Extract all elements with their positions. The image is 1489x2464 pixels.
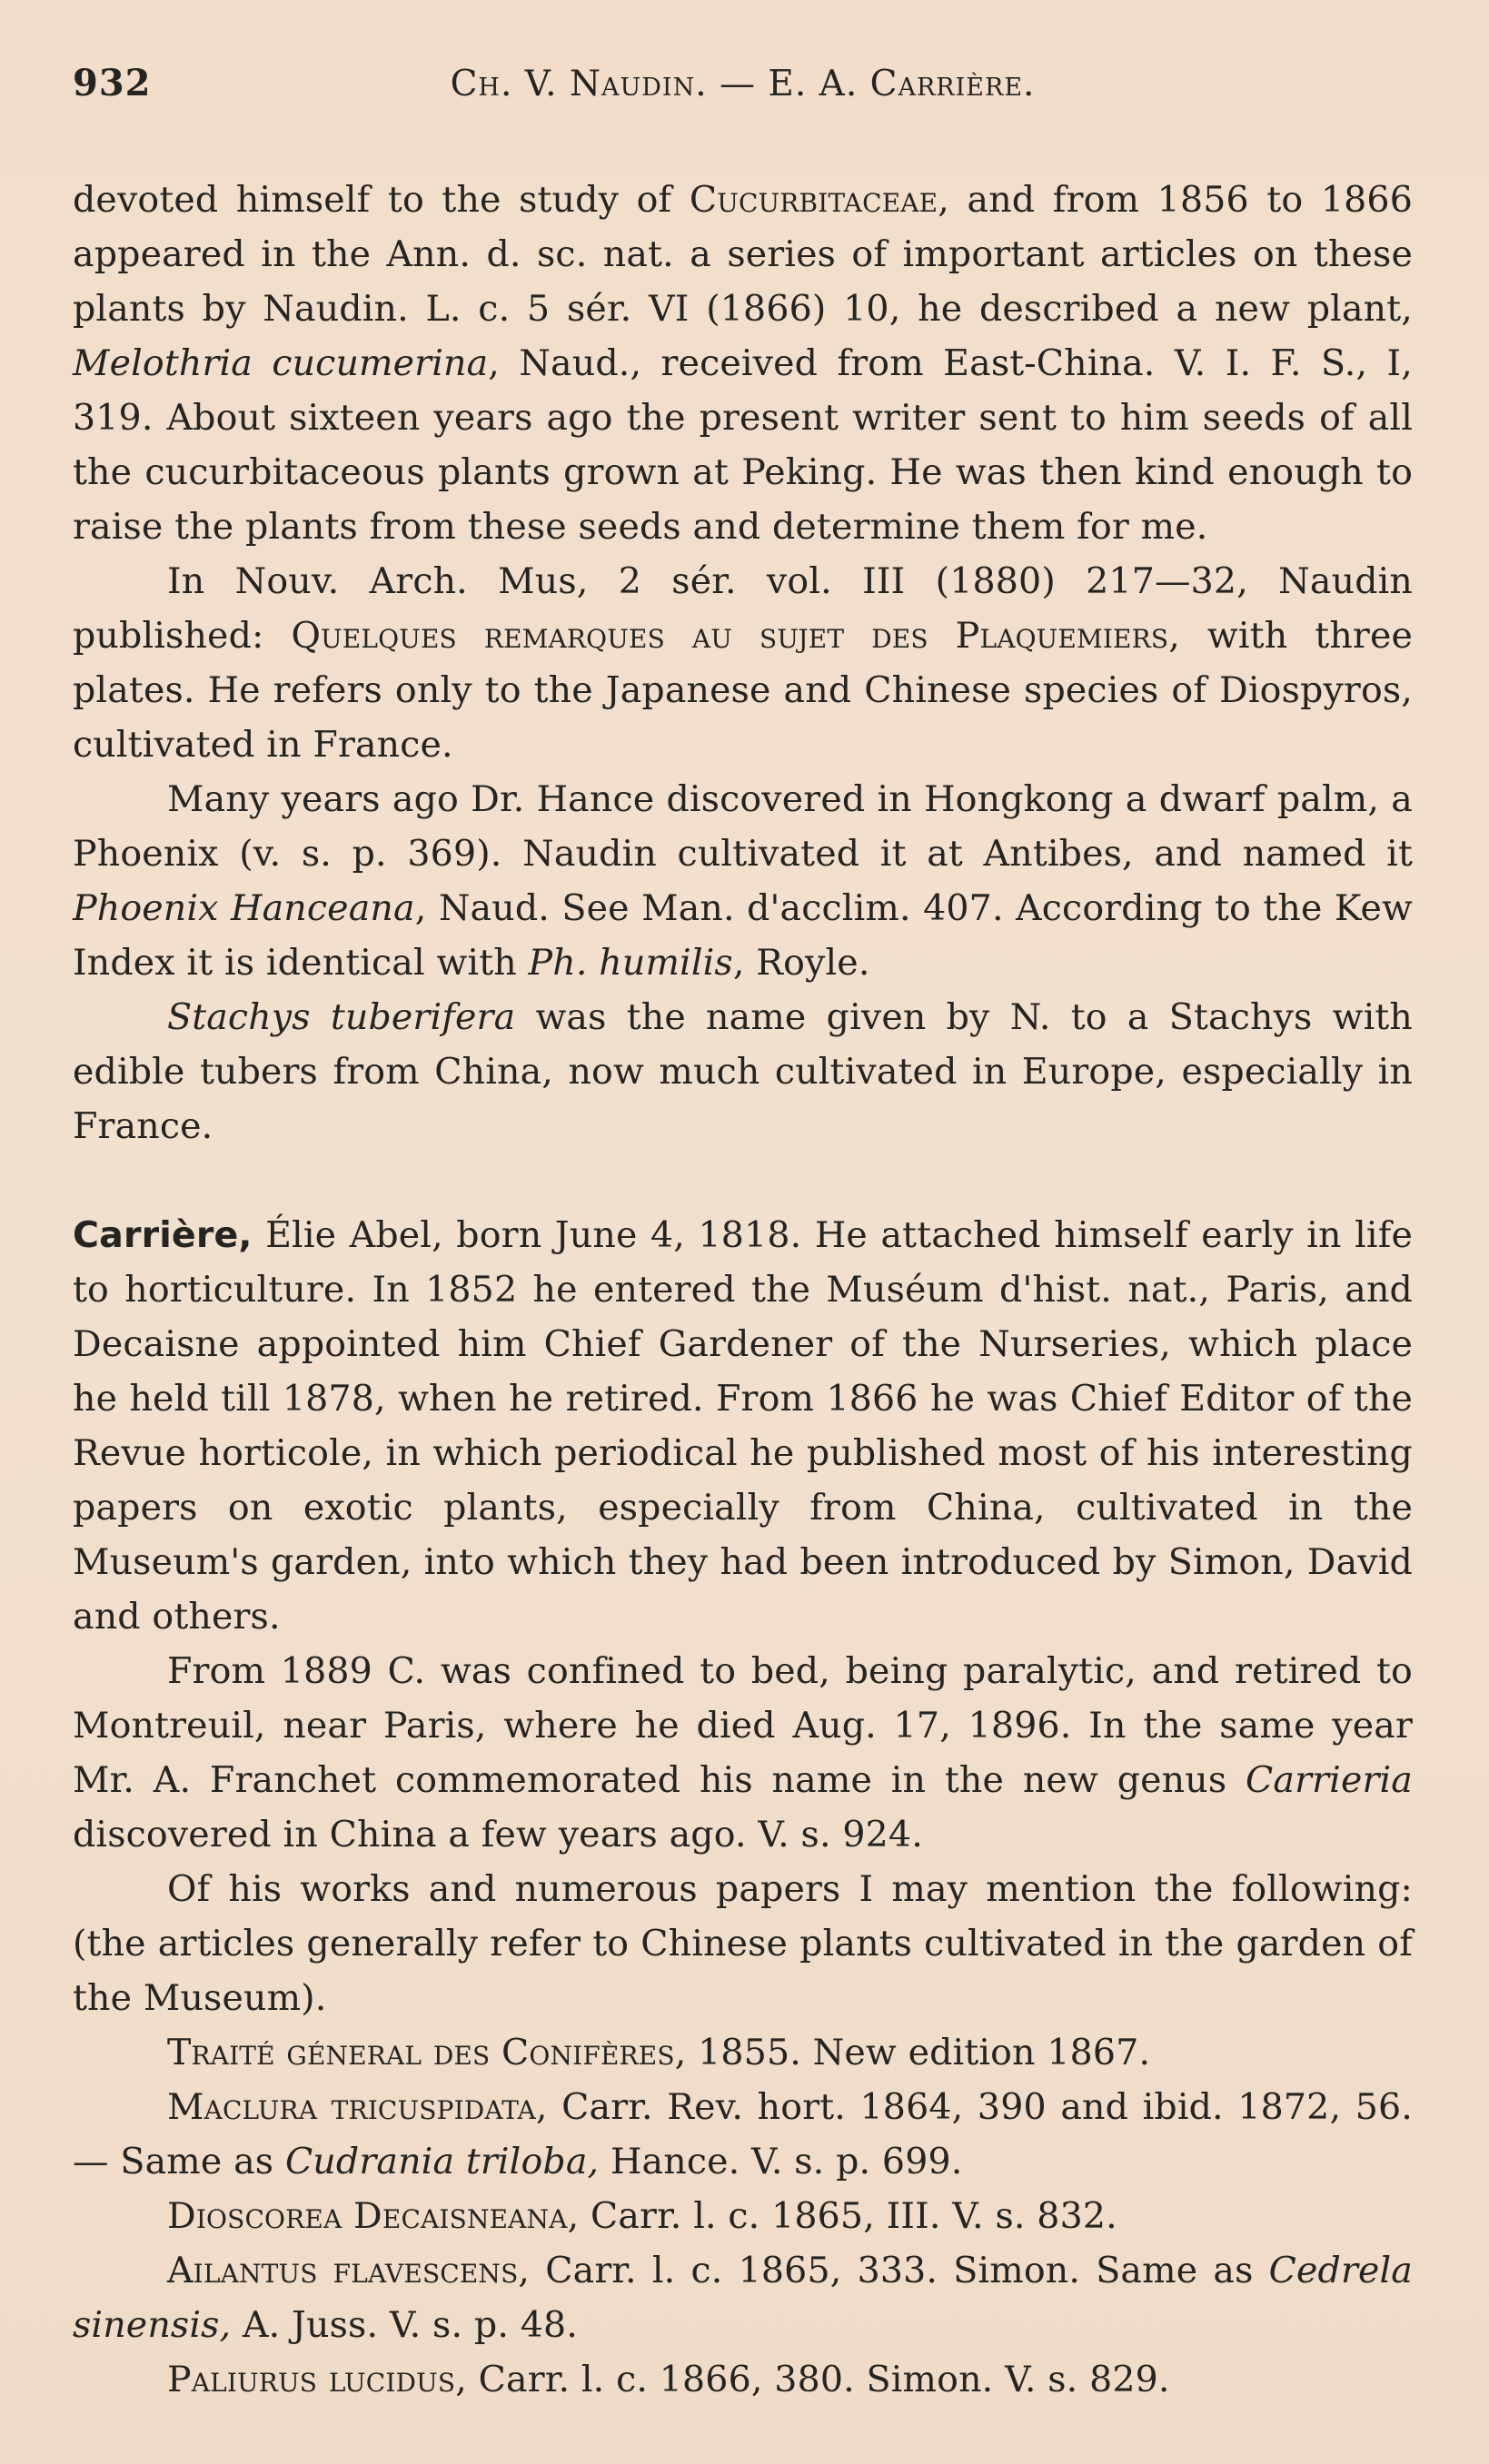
paragraph-phoenix: Many years ago Dr. Hance discovered in Hongkong a dwarf palm, a Phoenix (v. s. p. 369). Naudin cultivated it at Antibes, and named it Phoenix Hanceana, Naud. See Man. d'acclim. 407. According to the Kew Index it is identical with Ph. humilis, Royle. — [73, 778, 1414, 984]
work-entry-dioscorea: Dioscorea Decaisneana, Carr. l. c. 1865, III. V. s. 832. — [167, 2195, 1117, 2237]
paragraph-stachys: Stachys tuberifera was the name given by N. to a Stachys with edible tubers from China, now much cultivated in Europe, especially in France. — [73, 996, 1413, 1147]
section-gap — [73, 1153, 1413, 1208]
paragraph-naudin-cucurbitaceae: devoted himself to the study of Cucurbitaceae, and from 1856 to 1866 appeared in the Ann. d. sc. nat. a series of important articles on these plants by Naudin. L. c. 5 sér. VI (1866) 10, he described a new plant, Melothria cucumerina, Naud., received from East-China. V. I. F. S., I, 319. About sixteen years ago the present writer sent to him seeds of all the cucurbitaceous plants grown at Peking. He was then kind enough to raise the plants from these seeds and determine them for me. — [73, 179, 1413, 548]
paragraph-carriere-death: From 1889 C. was confined to bed, being paralytic, and retired to Montreuil, near Paris, where he died Aug. 17, 1896. In the same year Mr. A. Franchet commemorated his name in the new genus Carrieria discovered in China a few years ago. V. s. 924. — [73, 1650, 1413, 1855]
work-entry-paliurus: Paliurus lucidus, Carr. l. c. 1866, 380. Simon. V. s. 829. — [167, 2359, 1170, 2400]
paragraph-plaquemiers: In Nouv. Arch. Mus, 2 sér. vol. III (1880) 217—32, Naudin published: Quelques remarques au sujet des Plaquemiers, with three plates. He refers only to the Japanese and Chinese species of Diospyros, cultivated in France. — [73, 560, 1413, 766]
page-header — [73, 0, 1413, 173]
paragraph-works-intro: Of his works and numerous papers I may mention the following: (the articles generally refer to Chinese plants cultivated in the garden of the Museum). — [73, 1868, 1413, 2019]
entry-heading-carriere: Carrière, — [73, 1214, 253, 1256]
body-text — [73, 173, 1413, 2407]
running-head: Ch. V. Naudin. — E. A. Carrière. — [450, 64, 1036, 104]
work-entry-coniferes: Traité géneral des Conifères, 1855. New edition 1867. — [167, 2032, 1151, 2073]
paragraph-carriere-bio: Carrière, Élie Abel, born June 4, 1818. He attached himself early in life to horticulture. In 1852 he entered the Muséum d'hist. nat., Paris, and Decaisne appointed him Chief Gardener of the Nurseries, which place he held till 1878, when he retired. From 1866 he was Chief Editor of the Revue horticole, in which periodical he published most of his interesting papers on exotic plants, especially from China, cultivated in the Museum's garden, into which they had been introduced by Simon, David and others. — [73, 1214, 1413, 1638]
work-entry-maclura: Maclura tricuspidata, Carr. Rev. hort. 1864, 390 and ibid. 1872, 56. — Same as Cudrania triloba, Hance. V. s. p. 699. — [73, 2086, 1413, 2182]
page-number: 932 — [73, 62, 152, 104]
work-entry-ailantus: Ailantus flavescens, Carr. l. c. 1865, 333. Simon. Same as Cedrela sinensis, A. Juss. V. s. p. 48. — [73, 2250, 1413, 2346]
